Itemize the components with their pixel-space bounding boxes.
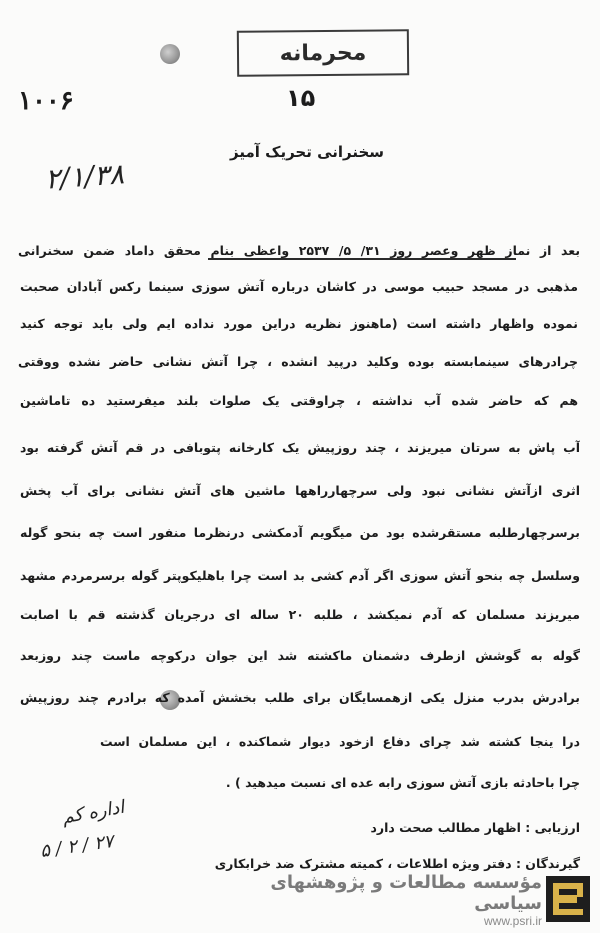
confidential-stamp: محرمانه: [237, 29, 409, 76]
institute-logo-icon: [546, 876, 590, 922]
watermark-url: www.psri.ir: [483, 914, 542, 928]
institute-watermark: [262, 872, 542, 928]
body-line: بعد از نماز ظهر وعصر روز ۳۱/ ۵/ ۲۵۳۷ واعظی بنام محقق داماد ضمن سخنرانی: [18, 243, 580, 258]
body-line: مذهبی در مسجد حبیب موسی در کاشان درباره آتش سوزی سینما رکس آبادان صحبت: [20, 279, 578, 294]
body-line: آب پاش به سرتان میریزند ، چند روزپیش یک کارخانه پتوبافی در قم آتش گرفته بود: [20, 440, 580, 455]
body-line: اثری ازآتش نشانی نبود ولی سرچهارراهها ماشین های آتش نشانی برای آب پخش: [20, 483, 580, 498]
body-line: میریزند مسلمان که آدم نمیکشد ، طلبه ۲۰ ساله ای درجریان گذشته قم با اصابت: [20, 607, 580, 622]
body-line: چرادرهای سینمابسته بوده وکلید درپید انشده ، چرا آتش نشانی حاضر نشده ووقتی: [18, 354, 578, 369]
handwritten-note: اداره کم: [60, 796, 126, 829]
handwritten-note: ۵ / ۲ / ۲۷: [38, 830, 115, 863]
body-line: درا ینجا کشته شد چرای دفاع ازخود دیوار شماکنده ، این مسلمان است: [100, 734, 580, 749]
handwritten-date: ۲/۱/۳۸: [43, 157, 126, 196]
document-title: سخنرانی تحریک آمیز: [230, 143, 385, 161]
document-number: ۱۰۰۶: [18, 86, 74, 116]
body-line: هم که حاضر شده آب نداشته ، چراوقتی یک صلوات بلند میفرستید ده تاماشین: [20, 393, 578, 408]
body-line: برسرچهارطلبه مستقرشده بود من میگویم آدمکشی درنظرما منفور است چه بنحو گوله: [20, 525, 580, 540]
watermark-name: مؤسسه مطالعات و پژوهشهای سیاسی: [270, 872, 542, 914]
page-number: ۱۵: [286, 84, 316, 112]
body-line: چرا باحادثه بازی آتش سوزی رابه عده ای نسبت میدهید ) .: [225, 775, 580, 790]
body-line: نموده واظهار داشته است (ماهنوز نظریه دراین مورد نداده ایم ولی باید توجه کنید: [20, 316, 578, 331]
body-line: وسلسل چه بنحو آتش سوزی اگر آدم کشی بد است چرا باهلیکوپتر گوله برسرمردم مشهد: [20, 568, 580, 583]
recipients-line: گیرندگان : دفتر ویژه اطلاعات ، کمیته مشترک ضد خرابکاری: [214, 856, 580, 871]
body-line: برادرش بدرب منزل یکی ازهمسایگان برای طلب بخشش آمده که برادرم چند روزپیش: [20, 690, 580, 705]
assessment-line: ارزیابی : اظهار مطالب صحت دارد: [370, 820, 580, 835]
body-line: گوله به گوشش ازطرف دشمنان ماکشته شد این جوان درکوچه ماست چند روزبعد: [20, 648, 580, 663]
